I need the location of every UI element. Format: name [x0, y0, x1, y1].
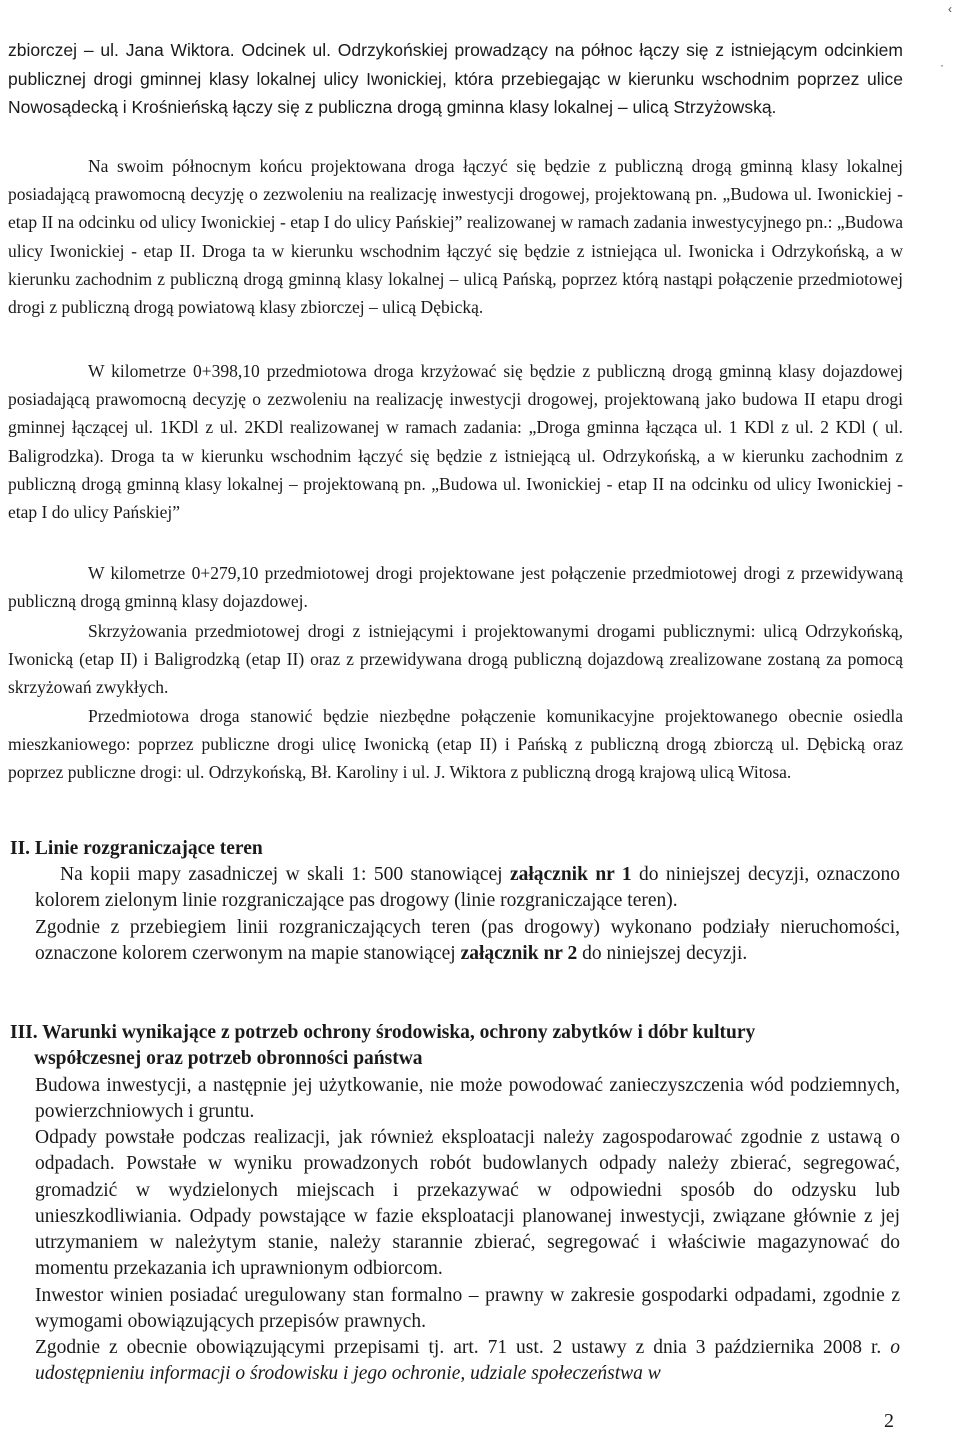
paragraph: zbiorczej – ul. Jana Wiktora. Odcinek ul. Odrzykońskiej prowadzący na północ łączy się z istniejącym odcinkiem publicznej drogi gminnej klasy lokalnej ulicy Iwonickiej, która przebiegając w kierunku wschodnim poprzez ulice Nowosądecką i Krośnieńską łączy się z publiczna drogą gminna klasy lokalnej – ulicą Strzyżowską. [8, 40, 903, 117]
section-heading: III. Warunki wynikające z potrzeb ochrony środowiska, ochrony zabytków i dóbr kultury współczesnej oraz potrzeb obronności państwa [10, 1022, 756, 1070]
paragraph: W kilometrze 0+398,10 przedmiotowa droga krzyżować się będzie z publiczną drogą gminną klasy dojazdowej posiadającą prawomocną decyzję o zezwoleniu na realizację inwestycji drogowej, projektowaną jako budowa II etapu drogi gminnej łączącej ul. 1KDl z ul. 2KDl realizowanej w ramach zadania: „Droga gminna łącząca ul. 1 KDl z ul. 2 KDl ( ul. Baligrodzka). Droga ta w kierunku wschodnim łączyć się będzie z istniejącą ul. Odrzykońską, a w kierunku zachodnim z publiczną drogą gminną klasy lokalnej – projektowaną pn. „Budowa ul. Iwonickiej - etap II na odcinku od ulicy Iwonickiej - etap I do ulicy Pańskiej” [8, 361, 903, 523]
paragraph: Na swoim północnym końcu projektowana droga łączyć się będzie z publiczną drogą gminną klasy lokalnej posiadającą prawomocną decyzję o zezwoleniu na realizację inwestycji drogowej, projektowaną pn. „Budowa ul. Iwonickiej - etap II na odcinku od ulicy Iwonickiej - etap I do ulicy Pańskiej” realizowanej w ramach zadania inwestycyjnego pn.: „Budowa ulicy Iwonickiej - etap II. Droga ta w kierunku wschodnim łączyć się będzie z istniejąca ul. Iwonicka i Odrzykońską, a w kierunku zachodnim z publiczną drogą gminną klasy lokalnej – ulicą Pańską, poprzez którą nastąpi połączenie przedmiotowej drogi z publiczną drogą powiatową klasy zbiorczej – ulicą Dębicką. [8, 156, 903, 318]
paragraph: Na kopii mapy zasadniczej w skali 1: 500 stanowiącej załącznik nr 1 do niniejszej decyzji, oznaczono kolorem zielonym linie rozgraniczające pas drogowy (linie rozgraniczające teren). [35, 864, 900, 912]
attachment-reference: załącznik nr 2 [460, 943, 578, 965]
margin-mark: · [940, 58, 944, 72]
attachment-reference: załącznik nr 1 [509, 864, 632, 885]
section-heading: II. Linie rozgraniczające teren [10, 838, 263, 859]
paragraph: Inwestor winien posiadać uregulowany stan formalno – prawny w zakresie gospodarki odpadami, zgodnie z wymogami obowiązujących przepisów prawnych. [35, 1285, 900, 1333]
paragraph: Przedmiotowa droga stanowić będzie niezbędne połączenie komunikacyjne projektowanego obecnie osiedla mieszkaniowego: poprzez publiczne drogi ulicę Iwonicką (etap II) i Pańską z publiczną drogą zbiorczą ul. Dębicką oraz poprzez publiczne drogi: ul. Odrzykońską, Bł. Karoliny i ul. J. Wiktora z publiczną drogą krajową ulicą Witosa. [8, 706, 903, 783]
page-number: 2 [884, 1410, 894, 1432]
statute-title: o udostępnieniu informacji o środowisku i jego ochronie, udziale społeczeństwa w [35, 1337, 900, 1385]
paragraph: Budowa inwestycji, a następnie jej użytkowanie, nie może powodować zanieczyszczenia wód podziemnych, powierzchniowych i gruntu. [35, 1075, 900, 1123]
paragraph: Skrzyżowania przedmiotowej drogi z istniejącymi i projektowanymi drogami publicznymi: ulicą Odrzykońską, Iwonicką (etap II) i Baligrodzką (etap II) oraz z przewidywana drogą publiczną dojazdową zrealizowane zostaną za pomocą skrzyżowań zwykłych. [8, 621, 903, 698]
paragraph: W kilometrze 0+279,10 przedmiotowej drogi projektowane jest połączenie przedmiotowej drogi z przewidywaną publiczną drogą gminną klasy dojazdowej. [8, 563, 903, 612]
margin-mark: ‹ [948, 2, 952, 16]
paragraph: Odpady powstałe podczas realizacji, jak również eksploatacji należy zagospodarować zgodnie z ustawą o odpadach. Powstałe w wyniku prowadzonych robót budowlanych odpady należy zbierać, segregować, gromadzić w wydzielonych miejscach i przekazywać w odpowiedni sposób do odzysku lub unieszkodliwiania. Odpady powstające w fazie eksploatacji planowanej inwestycji, związane głównie z jej utrzymaniem w należytym stanie, należy starannie zbierać, segregować i właściwie magazynować do momentu przekazania ich uprawnionym odbiorcom. [35, 1127, 900, 1280]
paragraph: Zgodnie z przebiegiem linii rozgraniczających teren (pas drogowy) wykonano podziały nieruchomości, oznaczone kolorem czerwonym na mapie stanowiącej załącznik nr 2 do niniejszej decyzji. [35, 917, 900, 965]
paragraph: Zgodnie z obecnie obowiązującymi przepisami tj. art. 71 ust. 2 ustawy z dnia 3 października 2008 r. o udostępnieniu informacji o środowisku i jego ochronie, udziale społeczeństwa w [35, 1337, 900, 1385]
